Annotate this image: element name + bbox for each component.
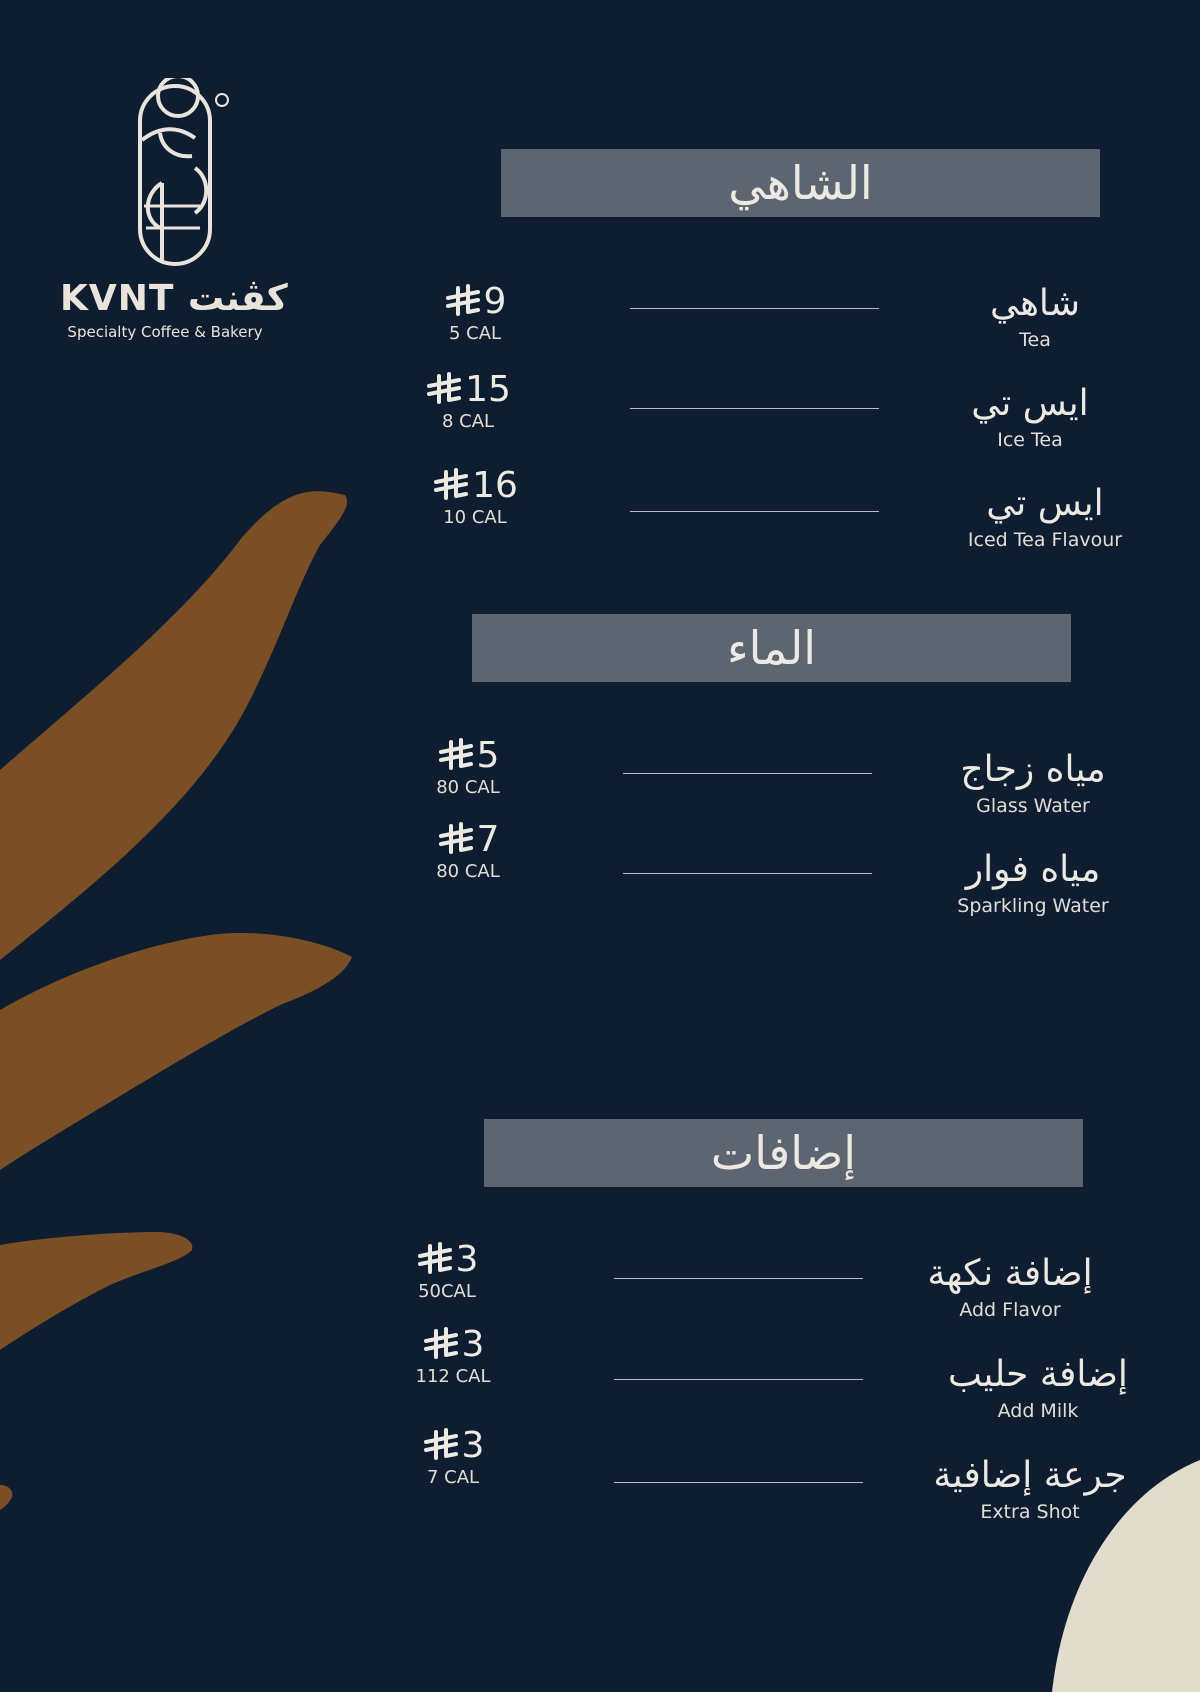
- saudi-riyal-icon: [422, 1327, 460, 1363]
- menu-item-ice-tea: [0, 370, 1200, 465]
- saudi-riyal-icon: [416, 1242, 454, 1278]
- menu-item-sparkling-water: [0, 820, 1200, 915]
- calories: 8 CAL: [441, 411, 495, 432]
- item-name: [915, 1454, 1145, 1524]
- section-title: الماء: [726, 621, 817, 675]
- price-block: [388, 1325, 518, 1387]
- price-block: [382, 1240, 512, 1302]
- price-value: 16: [472, 465, 518, 506]
- item-name-english: Extra Shot: [980, 1501, 1080, 1523]
- calories: 80 CAL: [436, 861, 500, 882]
- calories: 50CAL: [418, 1281, 476, 1302]
- item-name: [923, 1353, 1153, 1423]
- section-header-water: [472, 614, 1071, 682]
- menu-item-iced-tea-flavour: [0, 466, 1200, 561]
- item-name-arabic: مياه زجاج: [960, 749, 1106, 790]
- menu-item-extra-shot: [0, 1426, 1200, 1521]
- item-name-arabic: مياه فوار: [965, 849, 1101, 890]
- price-block: [403, 736, 533, 798]
- price-value: 3: [461, 1425, 485, 1466]
- price-block: [410, 466, 540, 528]
- divider-line: [614, 1379, 863, 1380]
- section-title: الشاهي: [728, 156, 873, 210]
- calories: 80 CAL: [436, 777, 500, 798]
- item-name-english: Iced Tea Flavour: [967, 529, 1123, 551]
- item-name: [915, 382, 1145, 452]
- item-name: [920, 282, 1150, 352]
- brand-tagline: Specialty Coffee & Bakery: [67, 323, 263, 341]
- price-block: [388, 1426, 518, 1488]
- calories: 10 CAL: [443, 507, 507, 528]
- item-name: [930, 482, 1160, 552]
- menu-item-glass-water: [0, 736, 1200, 831]
- item-name-english: Glass Water: [976, 795, 1090, 817]
- item-name-arabic: ايس تي: [986, 483, 1104, 524]
- item-name: [895, 1252, 1125, 1322]
- saudi-riyal-icon: [422, 1428, 460, 1464]
- item-name-arabic: إضافة نكهة: [927, 1253, 1093, 1294]
- price-value: 3: [455, 1239, 479, 1280]
- item-name-arabic: شاهي: [989, 283, 1081, 324]
- saudi-riyal-icon: [432, 468, 470, 504]
- price-block: [403, 820, 533, 882]
- price-value: 9: [483, 281, 507, 322]
- item-name-arabic: جرعة إضافية: [933, 1455, 1127, 1496]
- leaf-middle: [0, 933, 352, 1170]
- divider-line: [630, 308, 879, 309]
- saudi-riyal-icon: [437, 822, 475, 858]
- price-value: 3: [461, 1324, 485, 1365]
- section-header-tea: [501, 149, 1100, 217]
- menu-item-tea: [0, 282, 1200, 377]
- item-name-arabic: ايس تي: [971, 383, 1089, 424]
- item-name-arabic: إضافة حليب: [948, 1354, 1128, 1395]
- price-block: [410, 282, 540, 344]
- price-value: 7: [476, 819, 500, 860]
- price-block: [403, 370, 533, 432]
- item-name: [918, 748, 1148, 818]
- calories: 112 CAL: [415, 1366, 491, 1387]
- item-name-english: Tea: [1019, 329, 1051, 351]
- saudi-riyal-icon: [444, 284, 482, 320]
- item-name-english: Add Flavor: [959, 1299, 1061, 1321]
- item-name-english: Add Milk: [997, 1400, 1079, 1422]
- calories: 7 CAL: [426, 1467, 480, 1488]
- section-header-additions: [484, 1119, 1083, 1187]
- menu-item-add-milk: [0, 1325, 1200, 1420]
- saudi-riyal-icon: [425, 372, 463, 408]
- item-name-english: Ice Tea: [997, 429, 1063, 451]
- price-value: 5: [476, 735, 500, 776]
- section-title: إضافات: [710, 1126, 857, 1180]
- price-value: 15: [465, 369, 511, 410]
- calories: 5 CAL: [448, 323, 502, 344]
- divider-line: [630, 511, 879, 512]
- item-name-english: Sparkling Water: [957, 895, 1109, 917]
- menu-item-add-flavor: [0, 1240, 1200, 1335]
- brand-name: KVNT كڤنت: [60, 278, 288, 319]
- divider-line: [630, 408, 879, 409]
- coffee-leaf-logo-icon: [100, 78, 230, 273]
- divider-line: [614, 1278, 863, 1279]
- divider-line: [623, 873, 872, 874]
- divider-line: [614, 1482, 863, 1483]
- item-name: [918, 848, 1148, 918]
- divider-line: [623, 773, 872, 774]
- saudi-riyal-icon: [437, 738, 475, 774]
